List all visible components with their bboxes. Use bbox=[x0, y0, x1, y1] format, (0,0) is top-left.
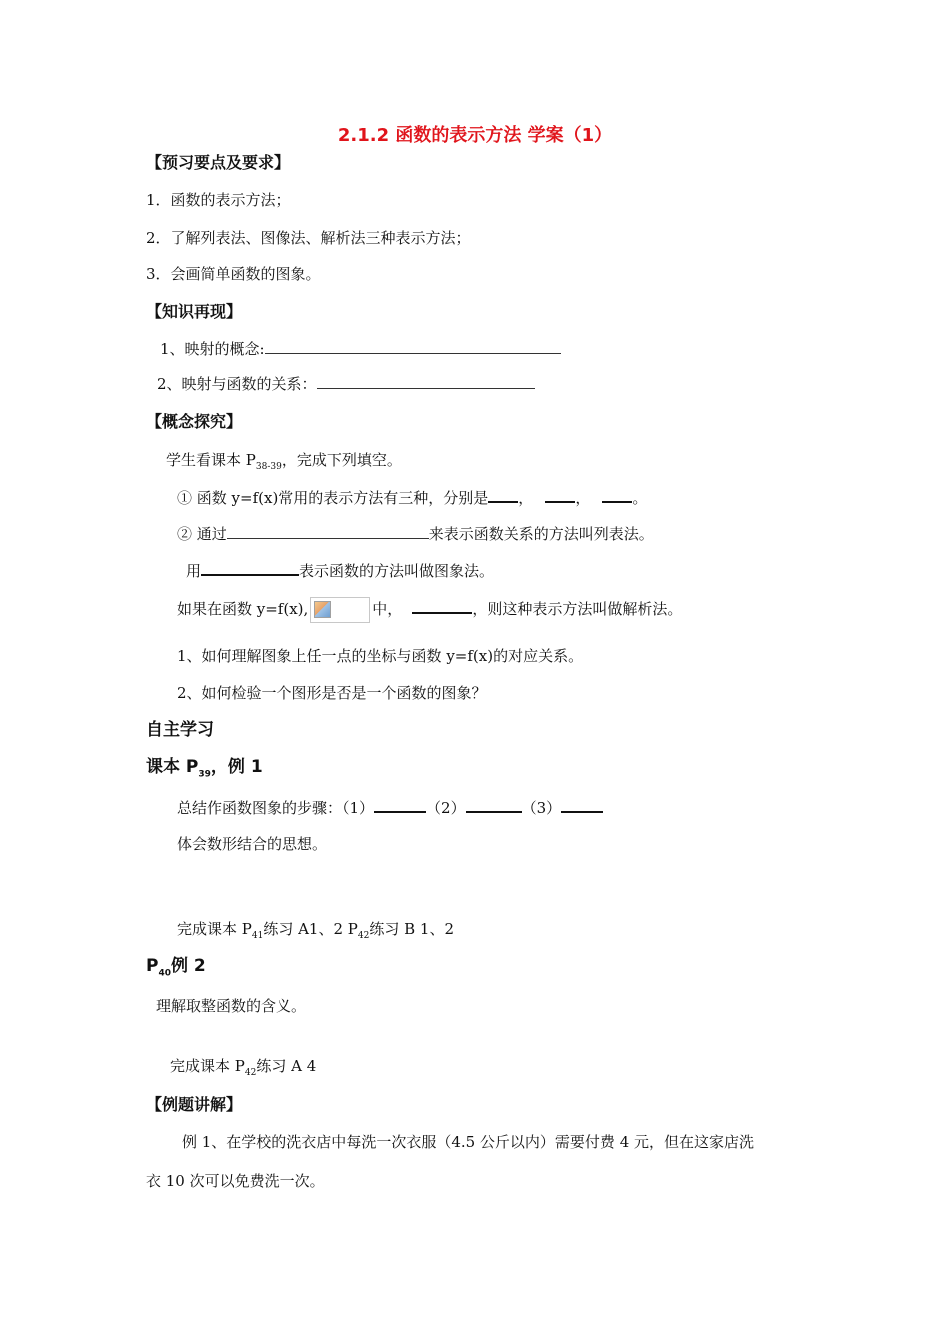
preview-item-3: 3．会画简单函数的图象。 bbox=[146, 265, 321, 283]
example-text-line-1: 例 1、在学校的洗衣店中每洗一次衣服（4.5 公斤以内）需要付费 4 元，但在这家店洗 bbox=[182, 1133, 755, 1151]
recall-item-2-label: 2、映射与函数的关系： bbox=[157, 375, 317, 393]
explore-p1: 1、如何理解图象上任一点的坐标与函数 y=f(x)的对应关系。 bbox=[177, 647, 584, 665]
recall-item-1 bbox=[160, 339, 561, 359]
meaning-line: 理解取整函数的含义。 bbox=[156, 997, 307, 1015]
answer-blank[interactable] bbox=[488, 487, 518, 503]
answer-blank[interactable] bbox=[545, 487, 575, 503]
answer-blank[interactable] bbox=[466, 797, 522, 813]
explore-q1: ① 函数 y=f(x)常用的表示方法有三种，分别是 ， ， 。 bbox=[177, 489, 648, 507]
section-heading-explore: 【概念探究】 bbox=[146, 412, 243, 431]
graph-steps: 总结作函数图象的步骤：（1） （2） （3） bbox=[177, 797, 603, 818]
explore-q4: 如果在函数 y=f(x), 中， ，则这种表示方法叫做解析法。 bbox=[177, 597, 682, 623]
idea-line: 体会数形结合的思想。 bbox=[177, 835, 328, 853]
section-heading-preview: 【预习要点及要求】 bbox=[146, 153, 291, 172]
recall-item-1-label: 1、映射的概念: bbox=[160, 340, 265, 358]
explore-q3: 用 表示函数的方法叫做图象法。 bbox=[186, 562, 495, 580]
explore-p2: 2、如何检验一个图形是否是一个函数的图象？ bbox=[177, 684, 487, 702]
broken-image-icon bbox=[310, 597, 370, 623]
example-2-ref: $P_{40}$例 2 bbox=[146, 956, 206, 979]
section-heading-recall: 【知识再现】 bbox=[146, 302, 243, 321]
homework-2: 完成课本 $P_{42}$练习 A 4 bbox=[170, 1057, 317, 1078]
answer-blank[interactable] bbox=[317, 374, 535, 389]
answer-blank[interactable] bbox=[374, 797, 426, 813]
answer-blank[interactable] bbox=[602, 487, 632, 503]
answer-blank[interactable] bbox=[227, 524, 429, 539]
example-1-ref: 课本 $P_{39}$，例 1 bbox=[146, 757, 263, 780]
section-heading-self-study: 自主学习 bbox=[146, 720, 214, 740]
explore-intro: 学生看课本 $P_{38-39}$，完成下列填空。 bbox=[166, 451, 402, 472]
recall-item-2 bbox=[157, 374, 535, 394]
preview-item-1: 1．函数的表示方法； bbox=[146, 191, 291, 209]
homework-1: 完成课本 $P_{41}$练习 A1、2 $P_{42}$练习 B 1、2 bbox=[177, 920, 454, 941]
explore-q2: ② 通过 来表示函数关系的方法叫列表法。 bbox=[177, 525, 654, 543]
answer-blank[interactable] bbox=[265, 339, 561, 354]
answer-blank[interactable] bbox=[412, 598, 472, 614]
section-heading-examples: 【例题讲解】 bbox=[146, 1095, 243, 1114]
answer-blank[interactable] bbox=[561, 797, 603, 813]
example-text-line-2: 衣 10 次可以免费洗一次。 bbox=[146, 1172, 325, 1190]
preview-item-2: 2．了解列表法、图像法、解析法三种表示方法； bbox=[146, 229, 471, 247]
answer-blank[interactable] bbox=[201, 560, 299, 576]
page-title: 2.1.2 函数的表示方法 学案（1） bbox=[337, 125, 613, 146]
